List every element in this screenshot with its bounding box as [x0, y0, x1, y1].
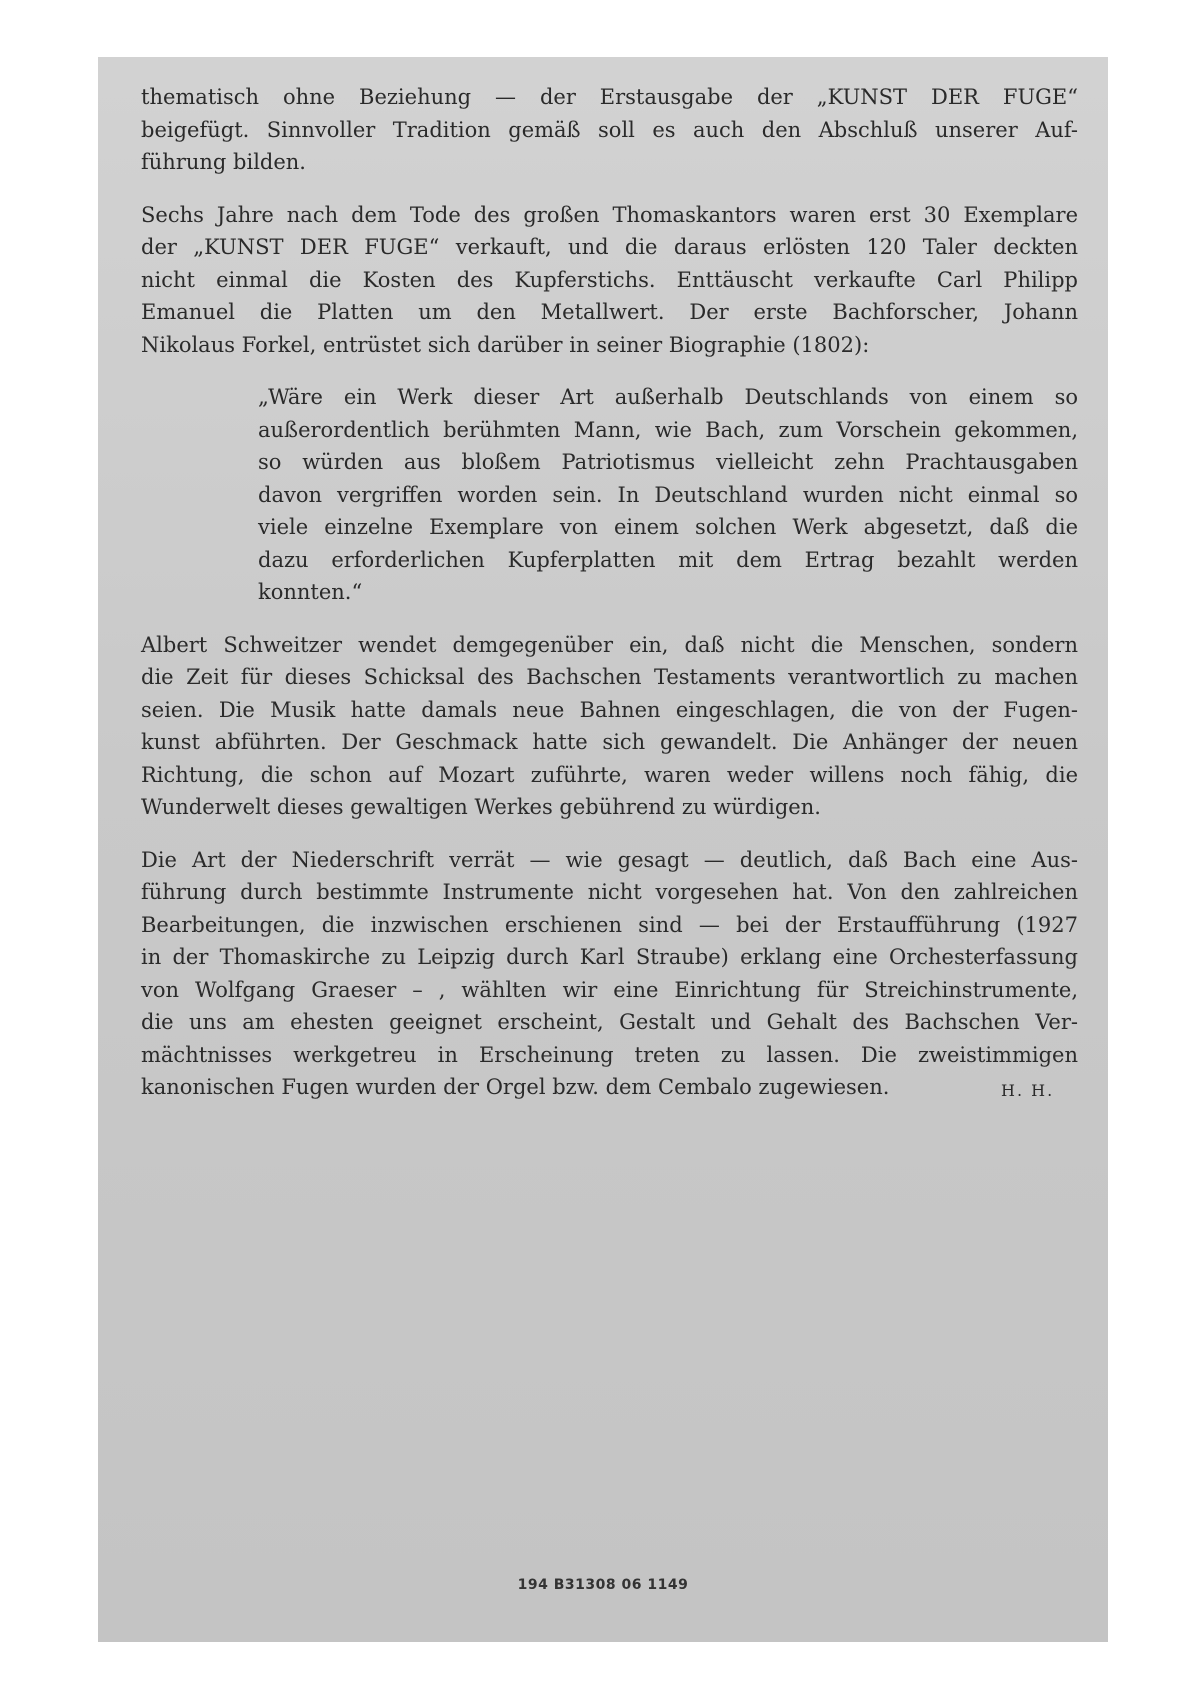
text-line: kanonischen Fugen wurden der Orgel bzw. dem Cembalo zugewiesen.	[141, 1075, 890, 1099]
paragraph-sales-history	[141, 199, 1078, 362]
catalog-number: 194 B31308 06 1149	[517, 1577, 689, 1593]
quote-line: so würden aus bloßem Patriotismus vielleicht zehn Prachtausgaben	[258, 450, 1078, 474]
text-line: Nikolaus Forkel, entrüstet sich darüber in seiner Biographie (1802):	[141, 332, 870, 357]
text-line: nicht einmal die Kosten des Kupferstichs. Enttäuscht verkaufte Carl Philipp	[141, 267, 1078, 292]
text-line: von Wolfgang Graeser – , wählten wir eine Einrichtung für Streichinstrumente,	[141, 977, 1078, 1002]
paragraph-instrumentation	[141, 844, 1078, 1104]
text-line: die Zeit für dieses Schicksal des Bachschen Testaments verantwortlich zu machen	[141, 665, 1078, 689]
paragraph-schweitzer	[141, 629, 1078, 824]
text-line: Wunderwelt dieses gewaltigen Werkes gebührend zu würdigen.	[141, 795, 821, 819]
text-line: Emanuel die Platten um den Metallwert. Der erste Bachforscher, Johann	[141, 300, 1078, 324]
text-line: seien. Die Musik hatte damals neue Bahnen eingeschlagen, die von der Fugen-	[141, 697, 1078, 722]
quote-line: außerordentlich berühmten Mann, wie Bach, zum Vorschein gekommen,	[258, 417, 1078, 442]
forkel-quote	[258, 381, 1078, 609]
text-line: Die Art der Niederschrift verrät — wie gesagt — deutlich, daß Bach eine Aus-	[141, 847, 1078, 872]
quote-line: viele einzelne Exemplare von einem solchen Werk abgesetzt, daß die	[258, 515, 1078, 539]
text-line: der „KUNST DER FUGE“ verkauft, und die daraus erlösten 120 Taler deckten	[141, 235, 1078, 259]
text-line: Sechs Jahre nach dem Tode des großen Thomaskantors waren erst 30 Exemplare	[141, 202, 1078, 227]
text-line: thematisch ohne Beziehung — der Erstausgabe der „KUNST DER FUGE“	[141, 85, 1078, 109]
text-line: beigefügt. Sinnvoller Tradition gemäß soll es auch den Abschluß unserer Auf-	[141, 117, 1078, 142]
text-line: in der Thomaskirche zu Leipzig durch Karl Straube) erklang eine Orchesterfassung	[141, 945, 1078, 969]
quote-line: konnten.“	[258, 580, 363, 604]
scanned-page	[98, 57, 1108, 1642]
text-line: Albert Schweitzer wendet demgegenüber ein, daß nicht die Menschen, sondern	[141, 632, 1078, 657]
quote-line: „Wäre ein Werk dieser Art außerhalb Deutschlands von einem so	[258, 385, 1078, 409]
paragraph-closing-note	[141, 81, 1078, 179]
quote-line: davon vergriffen worden sein. In Deutschland wurden nicht einmal so	[258, 482, 1078, 507]
text-line: die uns am ehesten geeignet erscheint, Gestalt und Gehalt des Bachschen Ver-	[141, 1010, 1078, 1034]
text-line: Richtung, die schon auf Mozart zuführte, waren weder willens noch fähig, die	[141, 762, 1078, 787]
body-text	[141, 81, 1078, 1124]
text-line: führung bilden.	[141, 150, 306, 174]
text-line: mächtnisses werkgetreu in Erscheinung treten zu lassen. Die zweistimmigen	[141, 1042, 1078, 1067]
text-line: Bearbeitungen, die inzwischen erschienen sind — bei der Erstaufführung (1927	[141, 912, 1078, 937]
quote-line: dazu erforderlichen Kupferplatten mit dem Ertrag bezahlt werden	[258, 547, 1078, 572]
author-initials: H. H.	[1001, 1081, 1055, 1100]
text-line: führung durch bestimmte Instrumente nicht vorgesehen hat. Von den zahlreichen	[141, 880, 1078, 904]
text-line: kunst abführten. Der Geschmack hatte sich gewandelt. Die Anhänger der neuen	[141, 730, 1078, 754]
